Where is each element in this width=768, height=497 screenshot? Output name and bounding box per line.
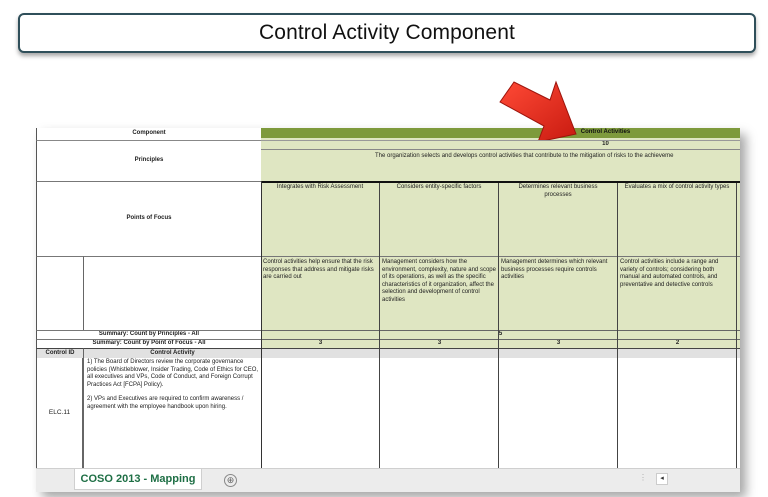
summary-points-label: Summary: Count by Point of Focus - All [36, 339, 261, 348]
splitter-handle[interactable]: ⋮ [639, 473, 647, 482]
scroll-left-icon[interactable]: ◂ [656, 473, 668, 485]
principle-text[interactable]: The organization selects and develops control activities that contribute to the mitigation of risks to the achieveme [261, 149, 740, 181]
slide-title: Control Activity Component [259, 21, 515, 44]
summary-principles-count[interactable]: 5 [261, 330, 740, 339]
pof-title-2[interactable]: Considers entity-specific factors [380, 183, 498, 256]
mapping-cell-1[interactable] [261, 358, 380, 468]
principles-label: Principles [36, 140, 261, 181]
mapping-cell-2[interactable] [380, 358, 499, 468]
spreadsheet [36, 128, 740, 492]
pof-title-3[interactable]: Determines relevant business processes [499, 183, 617, 256]
sheet-tab-bar [36, 468, 740, 492]
summary-points-count-4[interactable]: 2 [618, 339, 737, 348]
pof-desc-3[interactable]: Management determines which relevant business processes require controls activities [499, 256, 617, 330]
component-label: Component [36, 128, 261, 140]
mapping-cell-3[interactable] [499, 358, 618, 468]
control-activity-line-2: 2) VPs and Executives are required to confirm awareness / agreement with the employee handbook upon hiring. [87, 396, 244, 410]
desc-blank-left [36, 256, 84, 330]
control-id-cell[interactable]: ELC.11 [36, 358, 84, 468]
summary-points-count-1[interactable]: 3 [261, 339, 380, 348]
component-value-text: Control Activities [580, 129, 631, 136]
mapping-cell-4[interactable] [618, 358, 737, 468]
points-of-focus-label: Points of Focus [36, 181, 261, 256]
desc-blank [84, 256, 261, 330]
control-activity-line-1: 1) The Board of Directors review the corporate governance policies (Whistleblower, Insider Trading, Code of Ethics for CEO, all executives and VPs, Code of Conduct, and Foreign Corrupt Practices Act [FCPA] Policy). [87, 359, 259, 388]
add-sheet-icon[interactable]: ⊕ [224, 474, 237, 487]
control-activity-header: Control Activity [84, 348, 261, 358]
control-id-header: Control ID [36, 348, 84, 358]
summary-principles-label: Summary: Count by Principles - All [36, 330, 261, 339]
pof-desc-4[interactable]: Control activities include a range and variety of controls; considering both manual and automated controls, and preventative and detective controls [618, 256, 736, 330]
principle-number[interactable]: 10 [261, 140, 740, 149]
control-activity-cell[interactable] [85, 358, 261, 468]
red-arrow-pointer-icon [498, 78, 584, 140]
summary-points-count-2[interactable]: 3 [380, 339, 499, 348]
pof-desc-1[interactable]: Control activities help ensure that the risk responses that address and mitigate risks are carried out [261, 256, 379, 330]
sheet-tab-coso-2013-mapping[interactable]: COSO 2013 - Mapping [74, 469, 202, 490]
summary-points-count-3[interactable]: 3 [499, 339, 618, 348]
slide-title-box [18, 13, 756, 53]
pof-desc-2[interactable]: Management considers how the environment, complexity, nature and scope of its operations, as well as the specific characteristics of it organization, affect the selection and development of control activities [380, 256, 498, 330]
pof-title-4[interactable]: Evaluates a mix of control activity types [618, 183, 736, 256]
pof-title-1[interactable]: Integrates with Risk Assessment [261, 183, 379, 256]
